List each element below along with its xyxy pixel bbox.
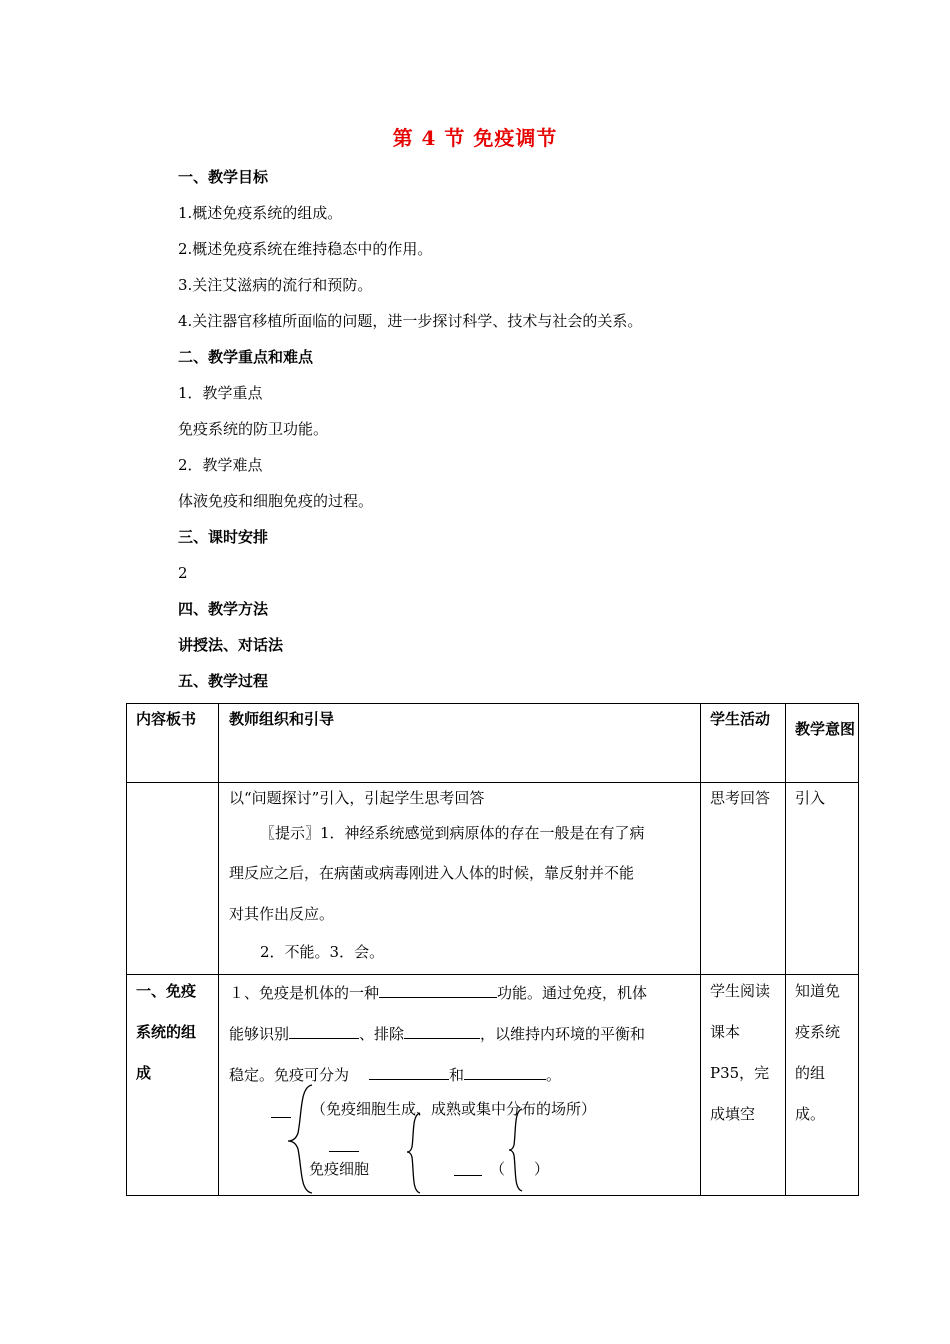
student-activity: 课本 <box>710 1023 741 1041</box>
student-activity: 思考回答 <box>710 789 771 807</box>
answer-blank[interactable] <box>404 1022 480 1039</box>
table-border <box>126 974 859 975</box>
teaching-intent: 的组 <box>795 1064 826 1082</box>
section-heading-methods: 四、教学方法 <box>178 600 269 618</box>
answer-blank[interactable] <box>289 1022 359 1039</box>
table-cell-text: 。 <box>546 1066 562 1084</box>
table-cell-text: 对其作出反应。 <box>229 905 335 923</box>
teaching-process-table <box>126 703 859 1196</box>
section-heading-key-points: 二、教学重点和难点 <box>178 348 314 366</box>
table-border <box>126 703 859 704</box>
answer-blank[interactable] <box>329 1135 359 1152</box>
student-activity: 成填空 <box>710 1105 756 1123</box>
table-cell-text: （ <box>490 1160 506 1178</box>
content-heading: 一、免疫 <box>136 982 197 1000</box>
left-brace-icon <box>508 1107 528 1193</box>
content-heading: 系统的组 <box>136 1023 197 1041</box>
table-cell-text: 和 <box>449 1066 465 1084</box>
student-activity: 学生阅读 <box>710 982 771 1000</box>
table-border <box>700 703 701 1196</box>
difficulty-text: 体液免疫和细胞免疫的过程。 <box>178 492 374 510</box>
table-cell-text: ，以维持内环境的平衡和 <box>480 1025 646 1043</box>
table-border <box>126 703 127 1196</box>
section-heading-schedule: 三、课时安排 <box>178 528 269 546</box>
key-point-text: 免疫系统的防卫功能。 <box>178 420 329 438</box>
table-border <box>785 703 786 1196</box>
content-heading: 成 <box>136 1064 152 1082</box>
key-point-label: 1．教学重点 <box>178 384 263 402</box>
left-brace-icon <box>406 1111 426 1195</box>
table-border <box>126 782 859 783</box>
table-border <box>858 703 859 1196</box>
table-cell-text: 〖提示〗1．神经系统感觉到病原体的存在一般是在有了病 <box>260 824 645 842</box>
answer-blank[interactable] <box>369 1063 449 1080</box>
objective-item: 3.关注艾滋病的流行和预防。 <box>178 276 373 294</box>
section-heading-process: 五、教学过程 <box>178 672 269 690</box>
objective-item: 1.概述免疫系统的组成。 <box>178 204 343 222</box>
table-header: 教学意图 <box>795 720 856 738</box>
table-cell-text: ） <box>534 1160 550 1178</box>
page-title: 第 4 节 免疫调节 <box>392 126 558 150</box>
student-activity: P35，完 <box>710 1064 770 1082</box>
schedule-value: 2 <box>178 564 188 582</box>
fill-in-line <box>229 1063 561 1085</box>
table-cell-text: 稳定。免疫可分为 <box>229 1066 350 1084</box>
table-header: 教师组织和引导 <box>229 710 335 728</box>
table-cell-text: 能够识别 <box>229 1025 290 1043</box>
teaching-intent: 成。 <box>795 1105 826 1123</box>
table-cell-text: 、排除 <box>359 1025 405 1043</box>
answer-blank[interactable] <box>454 1159 482 1176</box>
methods-value: 讲授法、对话法 <box>178 636 284 654</box>
table-border <box>126 1195 859 1196</box>
table-header: 学生活动 <box>710 710 771 728</box>
table-cell-text: 理反应之后，在病菌或病毒刚进入人体的时候，靠反射并不能 <box>229 864 635 882</box>
objective-item: 4.关注器官移植所面临的问题，进一步探讨科学、技术与社会的关系。 <box>178 312 643 330</box>
table-cell-text: 功能。通过免疫，机体 <box>497 984 648 1002</box>
answer-blank[interactable] <box>464 1063 546 1080</box>
objective-item: 2.概述免疫系统在维持稳态中的作用。 <box>178 240 433 258</box>
table-cell-text: 2．不能。3．会。 <box>260 943 385 961</box>
table-cell-text: （免疫细胞生成、成熟或集中分布的场所） <box>311 1100 597 1118</box>
table-cell-text: 免疫细胞 <box>309 1160 370 1178</box>
answer-blank[interactable] <box>379 981 497 998</box>
table-header: 内容板书 <box>136 710 197 728</box>
fill-in-line <box>229 981 647 1003</box>
teaching-intent: 疫系统 <box>795 1023 841 1041</box>
difficulty-label: 2．教学难点 <box>178 456 263 474</box>
fill-in-line <box>229 1022 645 1044</box>
table-cell-text: １、免疫是机体的一种 <box>229 984 380 1002</box>
section-heading-objectives: 一、教学目标 <box>178 168 269 186</box>
teaching-intent: 引入 <box>795 789 826 807</box>
teaching-intent: 知道免 <box>795 982 841 1000</box>
table-border <box>218 703 219 1196</box>
left-brace-icon <box>286 1083 326 1195</box>
table-cell-text: 以“问题探讨”引入，引起学生思考回答 <box>229 789 485 807</box>
